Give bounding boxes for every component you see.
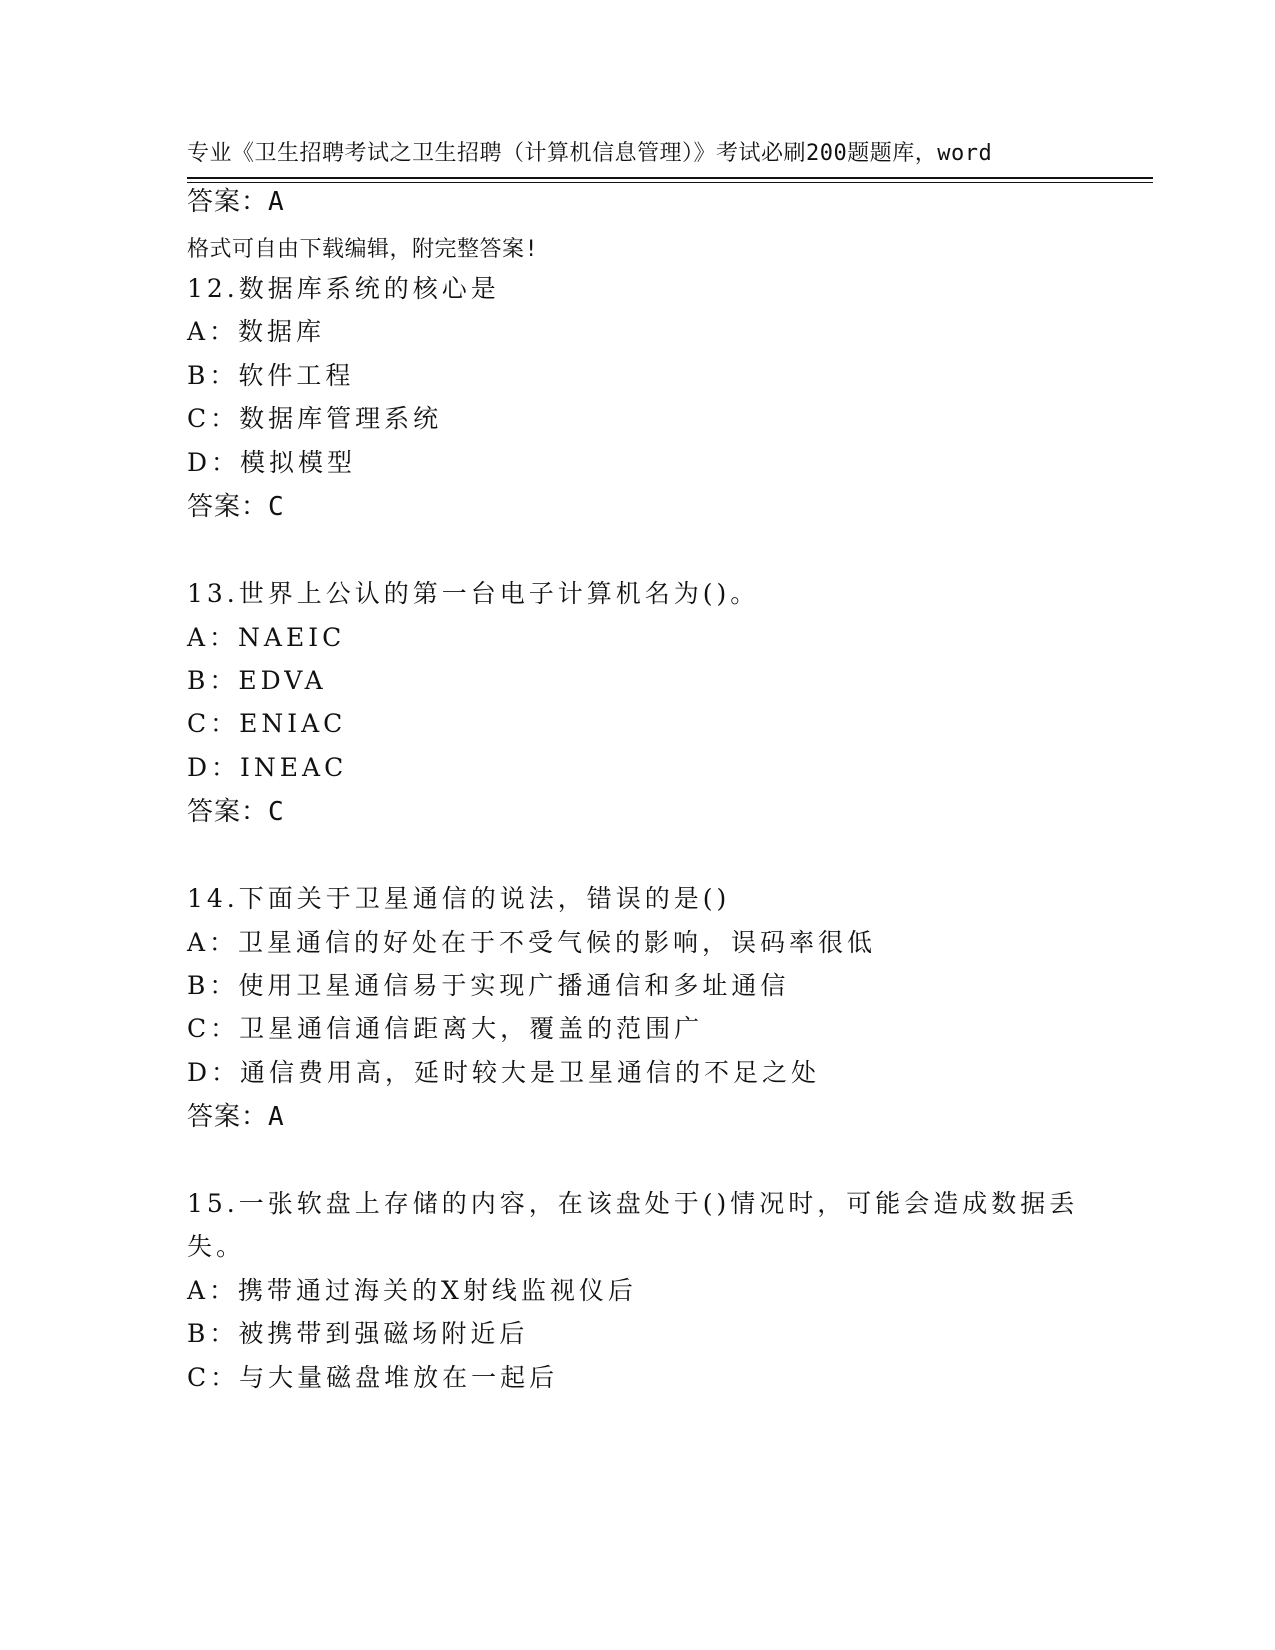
option-d: D：模拟模型 bbox=[187, 448, 357, 477]
option-a: A：NAEIC bbox=[187, 623, 346, 652]
question-stem-line-2: 失。 bbox=[187, 1232, 246, 1261]
option-b: B：被携带到强磁场附近后 bbox=[187, 1319, 529, 1348]
option-c: C：ENIAC bbox=[187, 709, 347, 738]
question-stem: 13.世界上公认的第一台电子计算机名为()。 bbox=[187, 579, 760, 608]
answer-label: 答案：A bbox=[187, 187, 285, 217]
question-stem: 14.下面关于卫星通信的说法，错误的是() bbox=[187, 884, 731, 913]
option-a: A：携带通过海关的X射线监视仪后 bbox=[187, 1276, 637, 1305]
question-stem: 12.数据库系统的核心是 bbox=[187, 274, 500, 303]
option-a: A：卫星通信的好处在于不受气候的影响，误码率很低 bbox=[187, 928, 877, 957]
header-divider-thick bbox=[187, 177, 1153, 179]
option-c: C：卫星通信通信距离大，覆盖的范围广 bbox=[187, 1014, 704, 1043]
option-b: B：软件工程 bbox=[187, 361, 355, 390]
option-b: B：使用卫星通信易于实现广播通信和多址通信 bbox=[187, 971, 790, 1000]
question-stem-line-1: 15.一张软盘上存储的内容，在该盘处于()情况时，可能会造成数据丢 bbox=[187, 1189, 1079, 1218]
option-d: D：INEAC bbox=[187, 753, 348, 782]
option-a: A：数据库 bbox=[187, 317, 326, 346]
header-line-2: 格式可自由下载编辑，附完整答案! bbox=[187, 237, 539, 262]
option-c: C：数据库管理系统 bbox=[187, 404, 443, 433]
header-divider-thin bbox=[187, 182, 1153, 183]
option-c: C：与大量磁盘堆放在一起后 bbox=[187, 1363, 559, 1392]
header-line-1: 专业《卫生招聘考试之卫生招聘（计算机信息管理）》考试必刷200题题库，word bbox=[187, 141, 993, 166]
option-b: B：EDVA bbox=[187, 666, 327, 695]
answer-label: 答案：C bbox=[187, 492, 285, 522]
option-d: D：通信费用高，延时较大是卫星通信的不足之处 bbox=[187, 1058, 821, 1087]
answer-label: 答案：A bbox=[187, 1102, 285, 1132]
answer-label: 答案：C bbox=[187, 797, 285, 827]
